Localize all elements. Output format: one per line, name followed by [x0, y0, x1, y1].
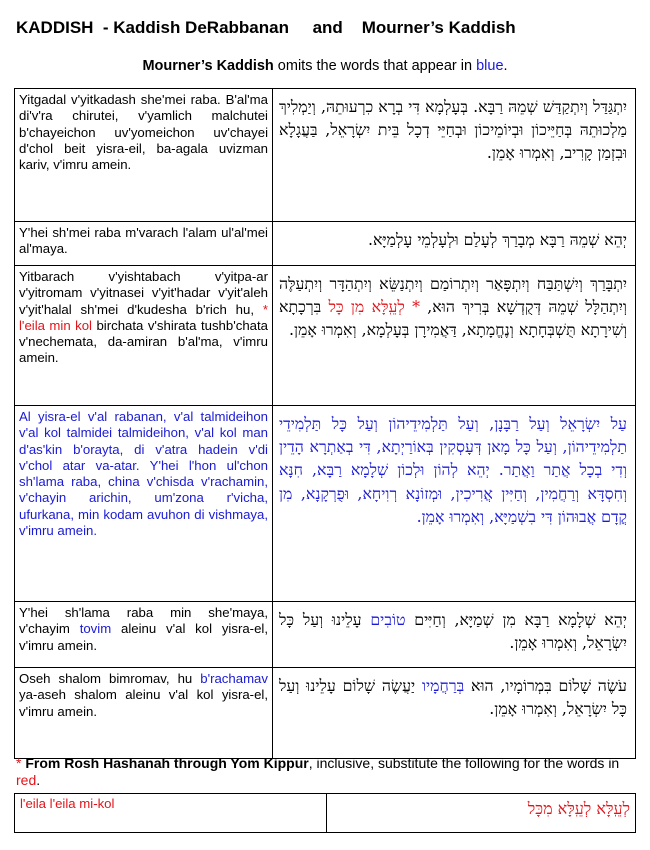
transliteration-cell: Y'hei sh'mei raba m'varach l'alam ul'al'mei al'maya.	[15, 222, 273, 266]
hebrew-blue-part: טוֹבִים	[370, 610, 406, 629]
transliteration-cell	[15, 266, 273, 406]
substitution-table	[14, 793, 636, 833]
translit-blue-part: tovim	[79, 621, 112, 637]
footnote-bold: From Rosh Hashanah through Yom Kippur	[21, 755, 309, 771]
transliteration-cell-blue: Al yisra-el v'al rabanan, v'al talmideihon v'al kol talmidei talmideihon, v'al kol man d'as'kin b'orayta, di v'atra hadein v'di v'chol atar va-atar. Y'hei l'hon ul'chon sh'lama raba, china v'chisda v'rachamin, v'chayin arichin, um'zona r'vicha, ufurkana, min kodam avuhon di vishmaya, v'imru amein.	[15, 406, 273, 602]
table-row	[15, 794, 636, 833]
hebrew-part: יְהֵא שְׁלָמָא רַבָּא מִן שְׁמַיָּא, וְחַיִּים	[405, 610, 627, 629]
hebrew-cell	[273, 668, 636, 759]
table-row	[15, 222, 636, 266]
table-row	[15, 406, 636, 602]
table-row	[15, 602, 636, 668]
transliteration-cell	[15, 602, 273, 668]
footnote	[16, 755, 636, 789]
translit-part: Y'hei sh'lama raba min she'maya, v'chayim	[19, 605, 268, 637]
kaddish-table	[14, 88, 636, 759]
translit-part: birchata v'shirata tushb'chata v'nechemata, da-amiran b'al'ma, v'imru amein.	[19, 317, 269, 366]
transliteration-cell	[15, 668, 273, 759]
table-row	[15, 668, 636, 759]
footnote-red-word: red	[16, 772, 37, 788]
hebrew-part: עָלֵינוּ וְעַל כָּל יִשְׂרָאֵל, וְאִמְרוּ אָמֵן.	[279, 610, 627, 653]
subtitle-bold: Mourner’s Kaddish	[142, 58, 274, 74]
hebrew-cell	[273, 602, 636, 668]
transliteration-cell: Yitgadal v'yitkadash she'mei raba. B'al'ma di'v'ra chirutei, v'yamlich malchutei b'chayeichon uv'yomeichon uv'chayei d'chol beit yisra-eil, ba-agala uvizman kariv, v'imru amein.	[15, 89, 273, 222]
translit-part: Oseh shalom bimromav, hu	[19, 671, 201, 686]
hebrew-cell	[273, 266, 636, 406]
page-title: KADDISH - Kaddish DeRabbanan and Mourner’s Kaddish	[16, 18, 516, 37]
hebrew-part: יַעֲשֶׂה שָׁלוֹם עָלֵינוּ וְעַל כָּל יִשְׂרָאֵל, וְאִמְרוּ אָמֵן.	[279, 676, 627, 719]
hebrew-cell: יִתְגַּדַּל וְיִתְקַדַּשׁ שְׁמֵהּ רַבָּא. בְּעָלְמָא דִּי בְרָא כִרְעוּתֵהּ, וְיַמְלִיךְ מַלְכוּתֵהּ בְּחַיֵּיכוֹן וּבְיוֹמֵיכוֹן וּבְחַיֵּי דְכָל בֵּית יִשְׂרָאֵל, בַּעֲגָלָא וּבִזְמַן קָרִיב, וְאִמְרוּ אָמֵן.	[273, 89, 636, 222]
hebrew-blue-part: בְּרַחֲמָיו	[421, 676, 465, 695]
table-row	[15, 266, 636, 406]
table-row	[15, 89, 636, 222]
translit-part: ya-aseh shalom aleinu v'al kol yisra-el, v'imru amein.	[19, 687, 268, 719]
footnote-text: , inclusive, substitute the following for the words in	[308, 755, 620, 771]
hebrew-cell: יְהֵא שְׁמֵהּ רַבָּא מְבָרַךְ לְעָלַם וּלְעָלְמֵי עָלְמַיָּא.	[273, 222, 636, 266]
subtitle	[0, 58, 650, 74]
translit-red-part: * l'eila min kol	[19, 301, 268, 333]
hebrew-part: בִּרְכָתָא וְשִׁירָתָא תֻּשְׁבְּחָתָא וְנֶחֱמָתָא, דַּאֲמִירָן בְּעָלְמָא, וְאִמְרוּ אָמֵן.	[279, 297, 627, 340]
substitution-hebrew: לְעֵֽלָּא לְעֵֽלָּא מִכָּל	[327, 794, 636, 833]
hebrew-part: עֹשֶׂה שָׁלוֹם בִּמְרוֹמָיו, הוּא	[464, 676, 627, 695]
hebrew-part: יִתְבָּרַךְ וְיִשְׁתַּבַּח וְיִתְפָּאַר וְיִתְרוֹמַם וְיִתְנַשֵּׂא וְיִתְהַדָּר וְיִתְעַלֶּה וְיִתְהַלָּל שְׁמֵהּ דְּקֻדְשָׁא בְּרִיךְ הוּא,	[279, 274, 627, 317]
translit-part: Yitbarach v'yishtabach v'yitpa-ar v'yitromam v'yitnasei v'yit'hadar v'yit'aleh v'yit'halal sh'mei d'kudesha b'rich hu,	[19, 269, 268, 317]
subtitle-text: omits the words that appear in	[273, 58, 477, 74]
substitution-translit: l'eila l'eila mi-kol	[15, 794, 327, 833]
subtitle-end: .	[503, 58, 508, 74]
translit-blue-part: b'rachamav	[200, 671, 268, 686]
hebrew-red-part: * לְעֵֽלָּא מִן כָּל	[328, 297, 420, 317]
footnote-end: .	[36, 772, 41, 788]
translit-part: aleinu v'al kol yisra-el, v'imru amein.	[19, 621, 269, 653]
subtitle-blue-word: blue	[476, 58, 504, 74]
hebrew-cell-blue: עַל יִשְׂרָאֵל וְעַל רַבָּנָן, וְעַל תַּלְמִידֵיהוֹן וְעַל כָּל תַּלְמִידֵי תַלְמִידֵיהוֹן, וְעַל כָּל מָאן דְּעָסְקִין בְּאוֹרַיְתָא, דִּי בְאַתְרָא הָדֵין וְדִי בְכָל אֲתַר וַאֲתַר. יְהֵא לְהוֹן וּלְכוֹן שְׁלָמָא רַבָּא, חִנָּא וְחִסְדָּא וְרַחֲמִין, וְחַיִּין אֲרִיכִין, וּמְזוֹנָא רְוִיחָא, וּפֻרְקָנָא, מִן קֳדָם אֲבוּהוֹן דִּי בִשְׁמַיָּא, וְאִמְרוּ אָמֵן.	[273, 406, 636, 602]
footnote-star: *	[16, 755, 22, 771]
